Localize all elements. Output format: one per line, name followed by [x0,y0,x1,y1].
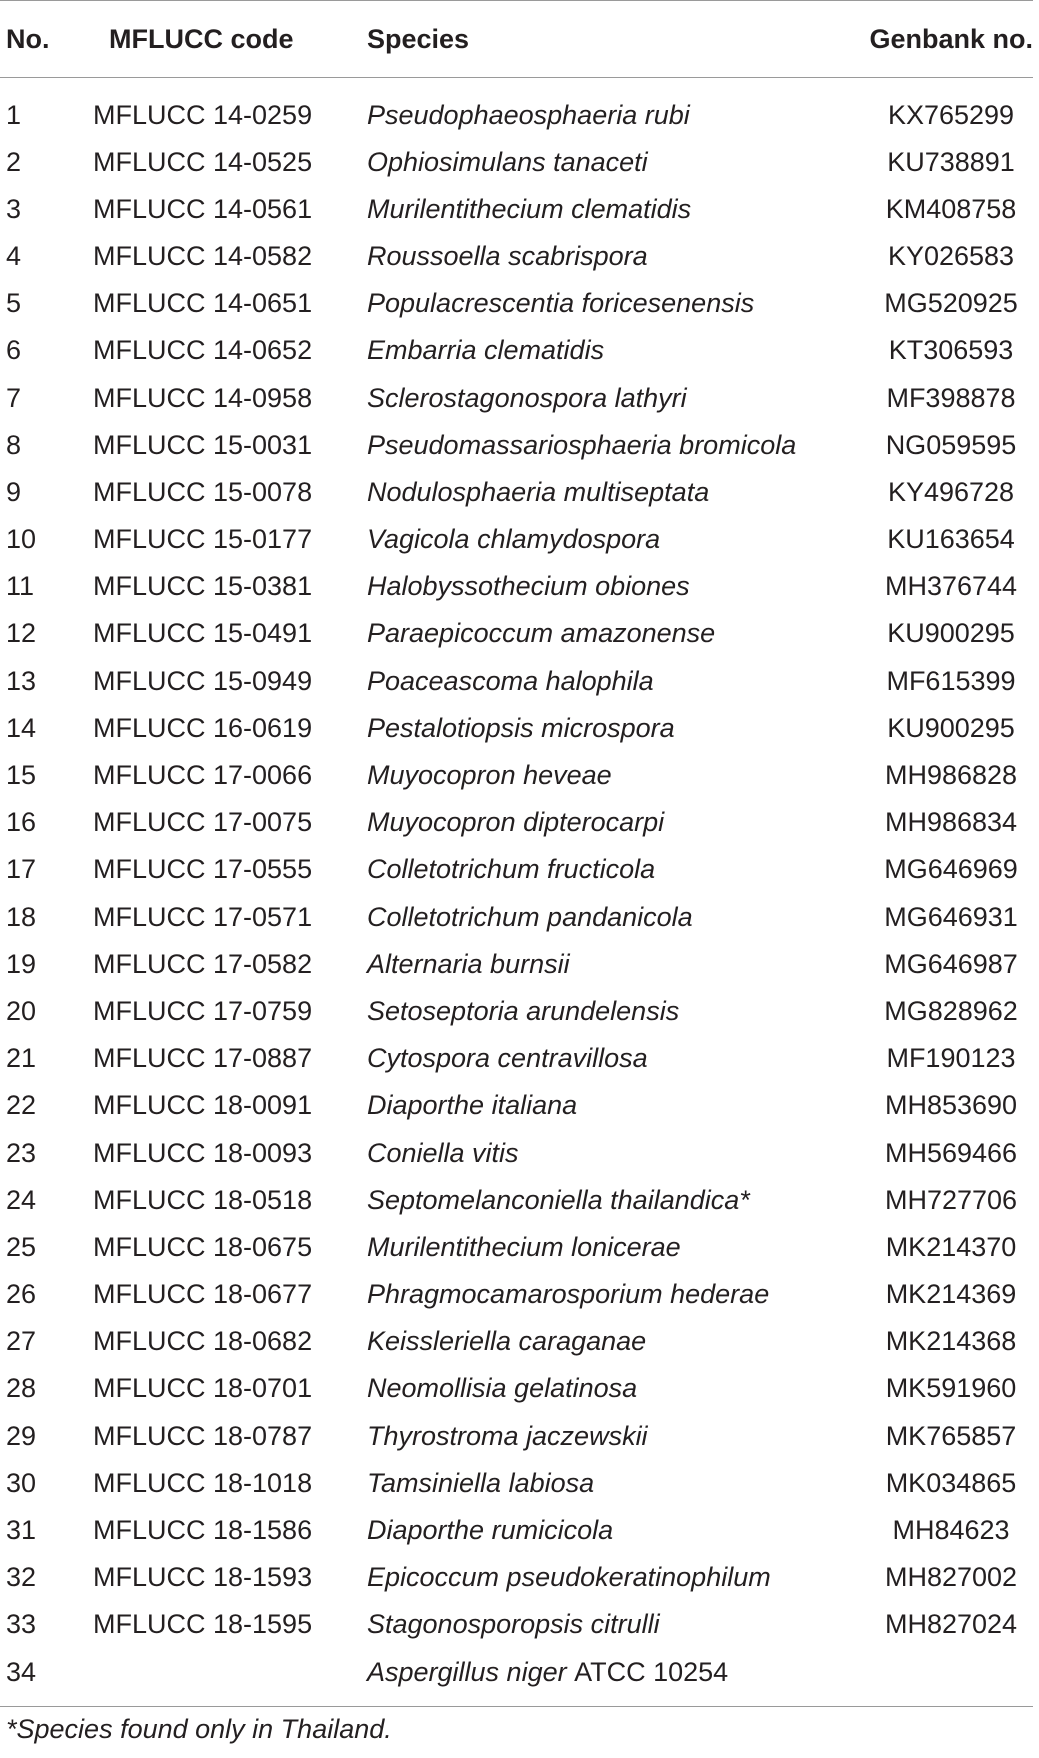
cell-species: Halobyssothecium obiones [367,571,690,602]
cell-code: MFLUCC 14-0958 [93,382,313,413]
cell-species: Epicoccum pseudokeratinophilum [367,1562,771,1593]
cell-species: Poaceascoma halophila [367,665,654,696]
cell-genbank: MG646987 [884,948,1018,979]
cell-no: 33 [6,1609,37,1640]
cell-species: Pseudophaeosphaeria rubi [367,99,690,130]
table-row [0,610,1033,657]
cell-no: 26 [6,1279,37,1310]
table-row [0,799,1033,846]
cell-no: 7 [6,382,22,413]
cell-code: MFLUCC 17-0075 [93,807,313,838]
table-row [0,894,1033,941]
cell-code: MFLUCC 14-0561 [93,193,313,224]
table-row [0,280,1033,327]
cell-code: MFLUCC 18-1593 [93,1562,313,1593]
cell-no: 2 [6,146,22,177]
table-row [0,1649,1033,1696]
table-footnote: *Species found only in Thailand. [6,1714,392,1744]
cell-code: MFLUCC 18-0518 [93,1184,313,1215]
cell-code: MFLUCC 18-0675 [93,1231,313,1262]
cell-no: 10 [6,524,37,555]
cell-genbank: MH84623 [892,1515,1010,1546]
cell-species: Ophiosimulans tanaceti [367,146,648,177]
cell-no: 30 [6,1467,37,1498]
cell-genbank: MK765857 [885,1420,1017,1451]
cell-no: 15 [6,760,37,791]
cell-no: 24 [6,1184,37,1215]
cell-no: 23 [6,1137,37,1168]
cell-genbank: KT306593 [888,335,1014,366]
cell-genbank: MF398878 [886,382,1016,413]
cell-species: Pseudomassariosphaeria bromicola [367,429,797,460]
cell-species: Colletotrichum fructicola [367,854,656,885]
cell-code: MFLUCC 15-0381 [93,571,313,602]
cell-no: 3 [6,193,22,224]
table-row [0,563,1033,610]
cell-species: Alternaria burnsii [367,948,570,979]
cell-no: 31 [6,1515,37,1546]
cell-no: 28 [6,1373,37,1404]
cell-genbank: MK214369 [885,1279,1017,1310]
cell-genbank: KU900295 [887,712,1015,743]
table-row [0,1413,1033,1460]
cell-genbank: MK214370 [885,1231,1017,1262]
cell-no: 11 [6,571,35,602]
cell-species: Diaporthe rumicicola [367,1515,614,1546]
cell-code: MFLUCC 14-0652 [93,335,313,366]
cell-no: 27 [6,1326,37,1357]
table-row [0,1271,1033,1318]
cell-genbank: KU900295 [887,618,1015,649]
cell-code: MFLUCC 18-0093 [93,1137,313,1168]
cell-species: Setoseptoria arundelensis [367,995,680,1026]
cell-code [91,1649,365,1696]
cell-species: Murilentithecium lonicerae [367,1231,681,1262]
cell-code: MFLUCC 18-0682 [93,1326,313,1357]
cell-species [365,1649,845,1696]
cell-no: 21 [6,1043,37,1074]
cell-species: Murilentithecium clematidis [367,193,692,224]
table-row [0,1035,1033,1082]
cell-species: Embarria clematidis [367,335,605,366]
table-row [0,705,1033,752]
table-row [0,941,1033,988]
cell-genbank: MG828962 [884,995,1018,1026]
cell-genbank: KU738891 [887,146,1015,177]
table-row [0,1224,1033,1271]
table-row [0,752,1033,799]
cell-species: Sclerostagonospora lathyri [367,382,687,413]
cell-species: Populacrescentia foricesenensis [367,288,755,319]
cell-code: MFLUCC 14-0651 [93,288,313,319]
cell-no: 19 [6,948,37,979]
cell-genbank: MH853690 [884,1090,1018,1121]
cell-species: Cytospora centravillosa [367,1043,648,1074]
cell-code: MFLUCC 18-0787 [93,1420,313,1451]
cell-genbank: MG646969 [884,854,1018,885]
cell-genbank: MH986834 [884,807,1018,838]
cell-no: 6 [6,335,22,366]
cell-no: 17 [6,854,37,885]
table-row [0,988,1033,1035]
cell-species: Coniella vitis [367,1137,519,1168]
cell-no: 34 [6,1656,37,1687]
cell-no: 22 [6,1090,37,1121]
cell-code: MFLUCC 15-0031 [93,429,313,460]
table-row [0,1460,1033,1507]
cell-code: MFLUCC 16-0619 [93,712,313,743]
cell-no: 32 [6,1562,37,1593]
cell-code: MFLUCC 18-1018 [93,1467,313,1498]
cell-code: MFLUCC 15-0177 [93,524,313,555]
table-row [0,1318,1033,1365]
table-row [0,186,1033,233]
cell-code: MFLUCC 14-0259 [93,99,313,130]
cell-genbank: MF615399 [886,665,1016,696]
cell-code: MFLUCC 15-0949 [93,665,313,696]
cell-genbank: MH376744 [884,571,1018,602]
table-row [0,139,1033,186]
cell-code: MFLUCC 14-0525 [93,146,313,177]
cell-species: Septomelanconiella thailandica* [367,1184,750,1215]
header-mflucc-code: MFLUCC code [91,1,365,78]
cell-species: Vagicola chlamydospora [367,524,661,555]
cell-genbank: NG059595 [885,429,1017,460]
table-row [0,846,1033,893]
cell-no: 4 [6,240,22,271]
cell-genbank: MH827002 [884,1562,1018,1593]
cell-code: MFLUCC 18-0677 [93,1279,313,1310]
cell-species: Stagonosporopsis citrulli [367,1609,660,1640]
cell-code: MFLUCC 17-0066 [93,760,313,791]
cell-no: 14 [6,712,37,743]
cell-code: MFLUCC 15-0078 [93,476,313,507]
cell-genbank: MK034865 [885,1467,1017,1498]
cell-no: 16 [6,807,37,838]
table-row [0,1601,1033,1648]
cell-species: Neomollisia gelatinosa [367,1373,638,1404]
species-strain: ATCC 10254 [574,1656,729,1687]
cell-no: 25 [6,1231,37,1262]
cell-genbank: KY496728 [887,476,1015,507]
cell-genbank: MH827024 [884,1609,1018,1640]
cell-no: 20 [6,995,37,1026]
header-no: No. [0,1,91,78]
cell-genbank: MG520925 [884,288,1018,319]
cell-no: 5 [6,288,22,319]
table-row [0,374,1033,421]
cell-species: Muyocopron heveae [367,760,612,791]
cell-species: Tamsiniella labiosa [367,1467,595,1498]
cell-code: MFLUCC 18-1586 [93,1515,313,1546]
header-genbank-no: Genbank no. [845,1,1033,78]
header-species: Species [365,1,845,78]
table-row [0,1507,1033,1554]
cell-species: Paraepicoccum amazonense [367,618,716,649]
cell-species: Pestalotiopsis microspora [367,712,675,743]
cell-genbank: MK591960 [885,1373,1017,1404]
cell-code: MFLUCC 17-0582 [93,948,313,979]
cell-no: 12 [6,618,37,649]
cell-no: 18 [6,901,37,932]
cell-species: Phragmocamarosporium hederae [367,1279,770,1310]
cell-species: Keissleriella caraganae [367,1326,647,1357]
cell-code: MFLUCC 18-1595 [93,1609,313,1640]
table-row [0,1365,1033,1412]
table-row [0,78,1033,139]
cell-code: MFLUCC 14-0582 [93,240,313,271]
table-row [0,422,1033,469]
table-row [0,1129,1033,1176]
cell-genbank: MG646931 [884,901,1018,932]
cell-genbank: MH727706 [884,1184,1018,1215]
table-body [0,78,1033,1696]
species-italic: Aspergillus niger [367,1656,567,1687]
table-row [0,469,1033,516]
cell-no: 1 [6,99,22,130]
cell-species: Diaporthe italiana [367,1090,578,1121]
cell-no: 8 [6,429,22,460]
cell-code: MFLUCC 18-0091 [93,1090,313,1121]
cell-code: MFLUCC 15-0491 [93,618,313,649]
table-row [0,233,1033,280]
cell-species: Thyrostroma jaczewskii [367,1420,648,1451]
cell-code: MFLUCC 17-0887 [93,1043,313,1074]
cell-no: 9 [6,476,22,507]
cell-species: Colletotrichum pandanicola [367,901,693,932]
header-row [0,1,1033,78]
cell-species: Nodulosphaeria multiseptata [367,476,710,507]
table-row [0,516,1033,563]
cell-species: Roussoella scabrispora [367,240,648,271]
table-row [0,658,1033,705]
cell-genbank: MH986828 [884,760,1018,791]
cell-genbank: KY026583 [887,240,1015,271]
cell-no: 13 [6,665,37,696]
cell-species: Muyocopron dipterocarpi [367,807,665,838]
cell-genbank: KX765299 [887,99,1015,130]
table-row [0,1177,1033,1224]
cell-genbank: KM408758 [885,193,1017,224]
cell-genbank: MK214368 [885,1326,1017,1357]
cell-code: MFLUCC 17-0555 [93,854,313,885]
cell-genbank: KU163654 [887,524,1015,555]
cell-code: MFLUCC 18-0701 [93,1373,313,1404]
table-row [0,1082,1033,1129]
cell-no: 29 [6,1420,37,1451]
table-row [0,327,1033,374]
cell-code: MFLUCC 17-0759 [93,995,313,1026]
cell-code: MFLUCC 17-0571 [93,901,313,932]
cell-genbank: MH569466 [884,1137,1018,1168]
table-header [0,1,1033,78]
table-row [0,1554,1033,1601]
cell-genbank [845,1649,1033,1696]
table-bottom-rule [0,1706,1033,1707]
cell-genbank: MF190123 [886,1043,1016,1074]
